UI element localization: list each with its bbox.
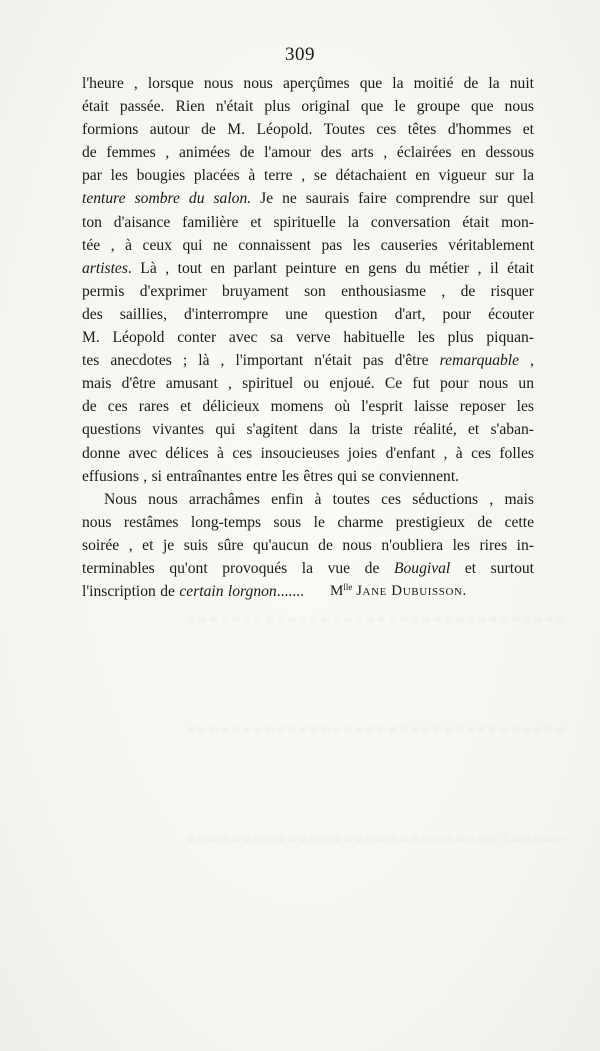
author-signature: $M^{lle}$ Jane Dubuisson.: [330, 582, 467, 599]
text-line: Nous nous arrachâmes enfin à toutes ces séductions , mais: [104, 490, 534, 508]
body-text: [82, 72, 534, 603]
text-line: permis d'exprimer bruyament son enthousiasme , de risquer: [82, 282, 534, 300]
text-line: ton d'aisance familière et spirituelle la conversation était mon-: [82, 213, 534, 231]
bleed-through-text: ≈ ≈ ≈ ≈ ≈ ≈ ≈ ≈ ≈ ≈ ≈ ≈ ≈ ≈ ≈ ≈ ≈ ≈ ≈ ≈ ≈ ≈ ≈ ≈ ≈ ≈ ≈ ≈ ≈ ≈ ≈ ≈ ≈ ≈: [187, 723, 564, 738]
text-line: terminables qu'ont provoqués la vue de Bougival et surtout: [82, 559, 534, 577]
text-line: tée , à ceux qui ne connaissent pas les causeries véritablement: [82, 236, 534, 254]
text-line: tes anecdotes ; là , l'important n'était pas d'être remarquable ,: [82, 352, 534, 370]
text-line: de ces rares et délicieux momens où l'esprit laisse reposer les: [82, 398, 534, 416]
text-line: de femmes , animées de l'amour des arts , éclairées en dessous: [82, 144, 534, 162]
text-line: l'heure , lorsque nous nous aperçûmes que la moitié de la nuit: [82, 75, 534, 92]
italic-text: remarquable: [439, 352, 520, 370]
text-line: effusions , si entraînantes entre les êtres qui se conviennent.: [82, 467, 460, 485]
text-line: donne avec délices à ces insoucieuses joies d'enfant , à ces folles: [82, 444, 534, 462]
text-line: tenture sombre du salon. Je ne saurais faire comprendre sur quel: [82, 190, 534, 208]
italic-text: artistes: [82, 259, 128, 277]
text-line: était passée. Rien n'était plus original que le groupe que nous: [82, 98, 534, 116]
text-line: mais d'être amusant , spirituel ou enjoué. Ce fut pour nous un: [82, 375, 534, 393]
text-line: questions vivantes qui s'agitent dans la triste réalité, et s'aban-: [82, 421, 534, 439]
bleed-through-text: ≈ ≈ ≈ ≈ ≈ ≈ ≈ ≈ ≈ ≈ ≈ ≈ ≈ ≈ ≈ ≈ ≈ ≈ ≈ ≈ ≈ ≈ ≈ ≈ ≈ ≈ ≈ ≈ ≈ ≈ ≈ ≈ ≈ ≈: [187, 613, 564, 628]
text-line: soirée , et je suis sûre qu'aucun de nous n'oubliera les rires in-: [82, 536, 534, 554]
text-line: formions autour de M. Léopold. Toutes ces têtes d'hommes et: [82, 121, 534, 139]
text-line: des saillies, d'interrompre une question d'art, pour écouter: [82, 305, 534, 323]
italic-text: Bougival: [393, 559, 451, 577]
page-number: 309: [285, 44, 315, 65]
text-line: M. Léopold conter avec sa verve habituelle les plus piquan-: [82, 329, 534, 347]
text-line: l'inscription de certain lorgnon.......: [82, 583, 305, 601]
bleed-through-text: ≈ ≈ ≈ ≈ ≈ ≈ ≈ ≈ ≈ ≈ ≈ ≈ ≈ ≈ ≈ ≈ ≈ ≈ ≈ ≈ ≈ ≈ ≈ ≈ ≈ ≈ ≈ ≈ ≈ ≈ ≈ ≈ ≈ ≈: [187, 833, 564, 848]
italic-text: tenture sombre du salon.: [82, 190, 252, 208]
text-line: par les bougies placées à terre , se détachaient en vigueur sur la: [82, 167, 534, 185]
text-line: artistes. Là , tout en parlant peinture en gens du métier , il était: [82, 259, 534, 277]
text-line: nous restâmes long-temps sous le charme prestigieux de cette: [82, 513, 534, 531]
italic-text: certain lorgnon: [179, 583, 277, 601]
